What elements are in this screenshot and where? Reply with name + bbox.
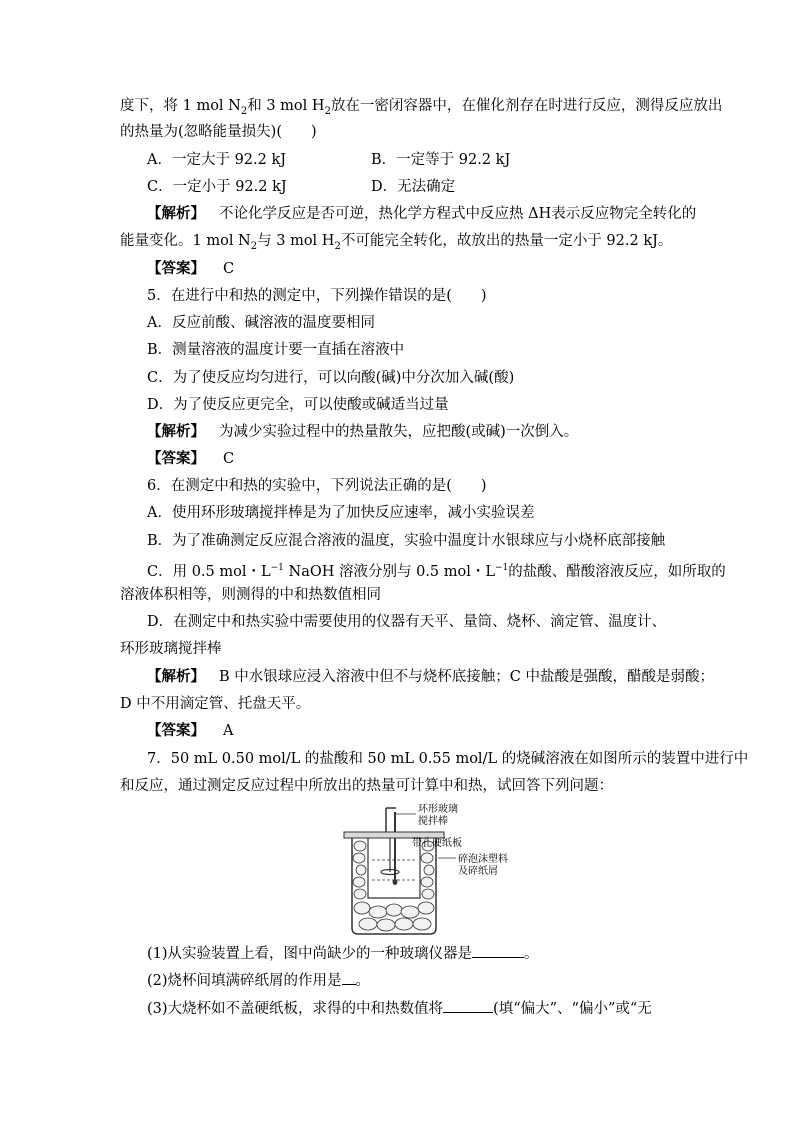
q4-analysis-line2: 能量变化。1 mol $N_2$与 3 mol $H_2$不可能完全转化，故放出的热量一定小于 92.2 kJ。 bbox=[120, 233, 673, 252]
q4-analysis-line1: 【解析】 不论化学反应是否可逆，热化学方程式中反应热 ΔH表示反应物完全转化的 bbox=[147, 205, 697, 222]
q5-option-d: D．为了使反应更完全，可以使酸或碱适当过量 bbox=[147, 397, 449, 413]
analysis-label: 【解析】 bbox=[147, 205, 205, 222]
q5-option-a: A．反应前酸、碱溶液的温度要相同 bbox=[147, 315, 375, 331]
q7-sub2: (2)烧杯间填满碎纸屑的作用是 。 bbox=[147, 970, 370, 991]
answer-blank[interactable] bbox=[472, 943, 524, 958]
q4-option-c: C．一定小于 92.2 kJ bbox=[147, 179, 287, 195]
q6-option-c-line2: 溶液体积相等，则测得的中和热数值相同 bbox=[120, 587, 381, 603]
q7-sub1: (1)从实验装置上看，图中尚缺少的一种玻璃仪器是 。 bbox=[147, 943, 539, 964]
q6-option-c-line1: C．用 0.5 mol・$L^{-1}$ NaOH 溶液分别与 0.5 mol・$L^{-1}$的盐酸、醋酸溶液反应，如所取的 bbox=[147, 563, 726, 580]
label-foam-2: 及碎纸屑 bbox=[458, 866, 498, 877]
q6-option-d-line2: 环形玻璃搅拌棒 bbox=[120, 641, 222, 657]
answer-label: 【答案】 bbox=[147, 260, 205, 277]
analysis-label: 【解析】 bbox=[147, 423, 205, 440]
analysis-label: 【解析】 bbox=[147, 668, 205, 685]
q4-stem-line1: 度下，将 1 mol $N_2$和 3 mol $H_2$放在一密闭容器中，在催化剂存在时进行反应，测得反应放出 bbox=[120, 98, 723, 117]
q5-option-b: B．测量溶液的温度计要一直插在溶液中 bbox=[147, 342, 405, 358]
label-foam: 碎泡沫塑料 bbox=[458, 854, 508, 865]
foam-pieces bbox=[353, 841, 434, 931]
q5-stem: 5．在进行中和热的测定中，下列操作错误的是( ) bbox=[147, 288, 487, 304]
q5-answer: 【答案】 C bbox=[147, 450, 235, 467]
q7-sub3: (3)大烧杯如不盖硬纸板，求得的中和热数值将 (填“偏大”、“偏小”或“无 bbox=[147, 998, 652, 1019]
q6-stem: 6．在测定中和热的实验中，下列说法正确的是( ) bbox=[147, 478, 487, 494]
q4-option-b: B．一定等于 92.2 kJ bbox=[371, 152, 511, 168]
q4-stem-line2: 的热量为(忽略能量损失)( ) bbox=[120, 124, 317, 140]
q4-answer: 【答案】 C bbox=[147, 260, 235, 277]
answer-label: 【答案】 bbox=[147, 450, 205, 467]
q6-option-b: B．为了准确测定反应混合溶液的温度，实验中温度计水银球应与小烧杯底部接触 bbox=[147, 533, 666, 549]
q5-option-c: C．为了使反应均匀进行，可以向酸(碱)中分次加入碱(酸) bbox=[147, 370, 515, 386]
q6-option-a: A．使用环形玻璃搅拌棒是为了加快反应速率，减小实验误差 bbox=[147, 505, 535, 521]
q6-option-d-line1: D．在测定中和热实验中需要使用的仪器有天平、量筒、烧杯、滴定管、温度计、 bbox=[147, 614, 667, 630]
q6-answer: 【答案】 A bbox=[147, 722, 234, 739]
q5-analysis: 【解析】 为减少实验过程中的热量散失，应把酸(或碱)一次倒入。 bbox=[147, 423, 579, 440]
q4-option-d: D．无法确定 bbox=[371, 179, 456, 195]
label-board: 带孔硬纸板 bbox=[412, 838, 462, 849]
answer-label: 【答案】 bbox=[147, 722, 205, 739]
q6-analysis-line2: D 中不用滴定管、托盘天平。 bbox=[120, 696, 311, 712]
calorimeter-figure bbox=[330, 800, 508, 940]
q7-stem-line1: 7．50 mL 0.50 mol/L 的盐酸和 50 mL 0.55 mol/L 的烧碱溶液在如图所示的装置中进行中 bbox=[147, 751, 749, 767]
label-stirrer: 环形玻璃 bbox=[418, 804, 458, 815]
q7-stem-line2: 和反应，通过测定反应过程中所放出的热量可计算中和热，试回答下列问题： bbox=[120, 778, 613, 794]
label-stirrer-2: 搅拌棒 bbox=[418, 816, 448, 827]
answer-blank[interactable] bbox=[443, 998, 493, 1013]
answer-blank[interactable] bbox=[342, 970, 356, 985]
q6-analysis-line1: 【解析】 B 中水银球应浸入溶液中但不与烧杯底接触；C 中盐酸是强酸，醋酸是弱酸； bbox=[147, 668, 714, 685]
q4-option-a: A．一定大于 92.2 kJ bbox=[147, 152, 287, 168]
